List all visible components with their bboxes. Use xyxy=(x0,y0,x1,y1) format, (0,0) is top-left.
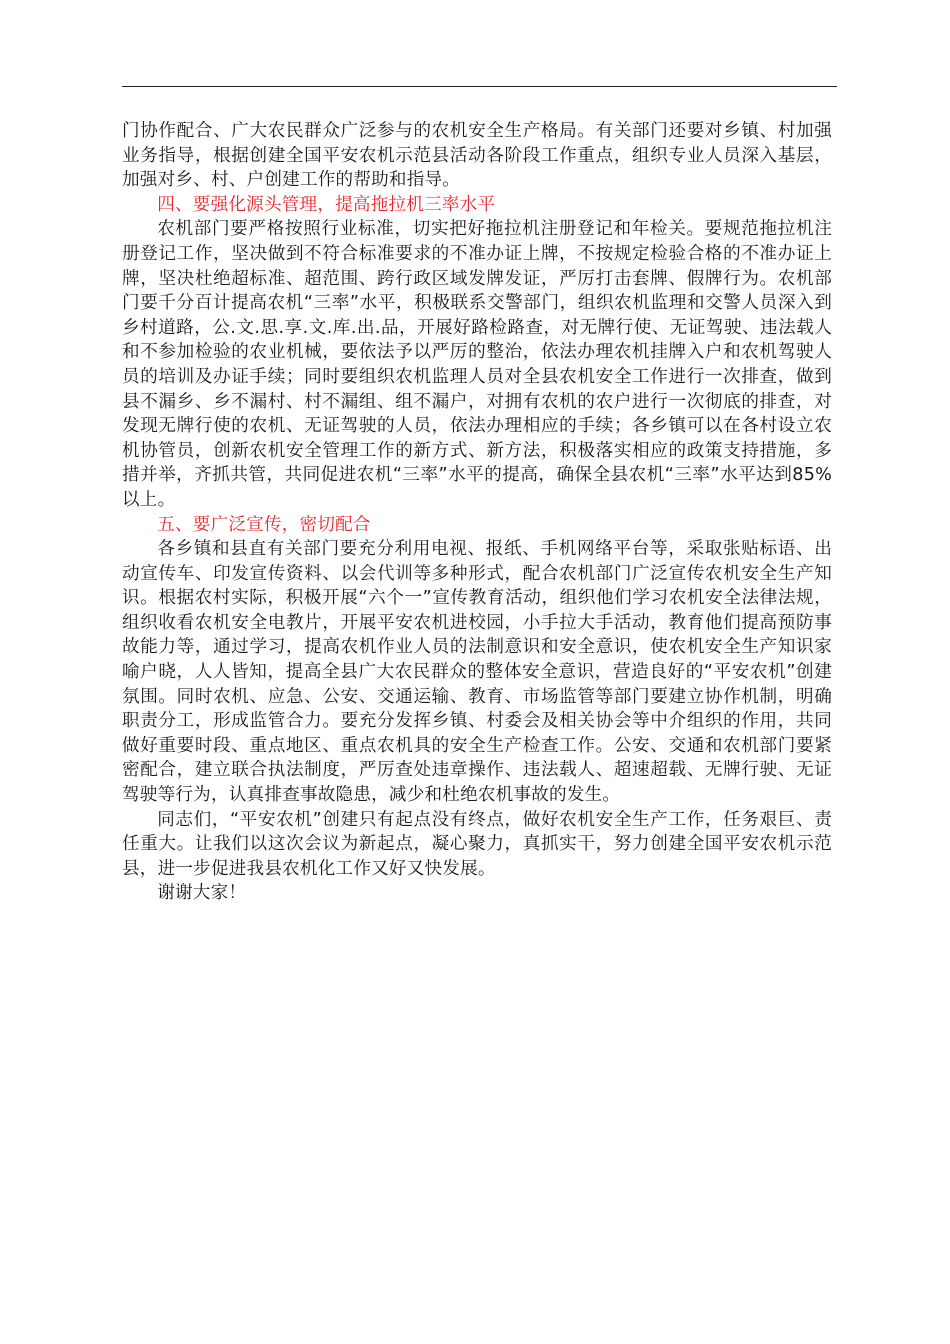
paragraph-tractor-registration: 农机部门要严格按照行业标准，切实把好拖拉机注册登记和年检关。要规范拖拉机注册登记工作，坚决做到不符合标准要求的不准办证上牌，不按规定检验合格的不准办证上牌，坚决杜绝超标准、超范围、跨行政区域发牌发证，严厉打击套牌、假牌行为。农机部门要千分百计提高农机“三率”水平，积极联系交警部门，组织农机监理和交警人员深入到乡村道路，公.文.思.享.文.库.出.品，开展好路检路查，对无牌行使、无证驾驶、违法载人和不参加检验的农业机械，要依法予以严厉的整治，依法办理农机挂牌入户和农机驾驶人员的培训及办证手续；同时要组织农机监理人员对全县农机安全工作进行一次排查，做到县不漏乡、乡不漏村、村不漏组、组不漏户，对拥有农机的农户进行一次彻底的排查，对发现无牌行使的农机、无证驾驶的人员，依法办理相应的手续；各乡镇可以在各村设立农机协管员，创新农机安全管理工作的新方式、新方法，积极落实相应的政策支持措施，多措并举，齐抓共管，共同促进农机“三率”水平的提高，确保全县农机“三率”水平达到85%以上。 xyxy=(122,219,832,510)
section-heading-source-management: 四、要强化源头管理，提高拖拉机三率水平 xyxy=(157,194,496,215)
paragraph-continuation: 门协作配合、广大农民群众广泛参与的农机安全生产格局。有关部门还要对乡镇、村加强业务指导，根据创建全国平安农机示范县活动各阶段工作重点，组织专业人员深入基层，加强对乡、村、户创建工作的帮助和指导。 xyxy=(122,121,832,191)
section-heading-publicity: 五、要广泛宣传，密切配合 xyxy=(157,514,371,535)
paragraph-publicity-cooperation: 各乡镇和县直有关部门要充分利用电视、报纸、手机网络平台等，采取张贴标语、出动宣传车、印发宣传资料、以会代训等多种形式，配合农机部门广泛宣传农机安全生产知识。根据农村实际，积极开展“六个一”宣传教育活动，组织他们学习农机安全法律法规，组织收看农机安全电教片，开展平安农机进校园，小手拉大手活动，教育他们提高预防事故能力等，通过学习，提高农机作业人员的法制意识和安全意识，使农机安全生产知识家喻户晓，人人皆知，提高全县广大农民群众的整体安全意识，营造良好的“平安农机”创建氛围。同时农机、应急、公安、交通运输、教育、市场监管等部门要建立协作机制，明确职责分工，形成监管合力。要充分发挥乡镇、村委会及相关协会等中介组织的作用，共同做好重要时段、重点地区、重点农机具的安全生产检查工作。公安、交通和农机部门要紧密配合，建立联合执法制度，严厉查处违章操作、违法载人、超速超载、无牌行驶、无证驾驶等行为，认真排查事故隐患，减少和杜绝农机事故的发生。 xyxy=(122,539,832,806)
header-rule xyxy=(122,86,837,87)
paragraph-closing: 同志们，“平安农机”创建只有起点没有终点，做好农机安全生产工作，任务艰巨、责任重大。让我们以这次会议为新起点，凝心聚力，真抓实干，努力创建全国平安农机示范县，进一步促进我县农机化工作又好又快发展。 xyxy=(122,809,832,879)
document-body xyxy=(122,119,832,906)
paragraph-thanks: 谢谢大家！ xyxy=(157,883,247,904)
